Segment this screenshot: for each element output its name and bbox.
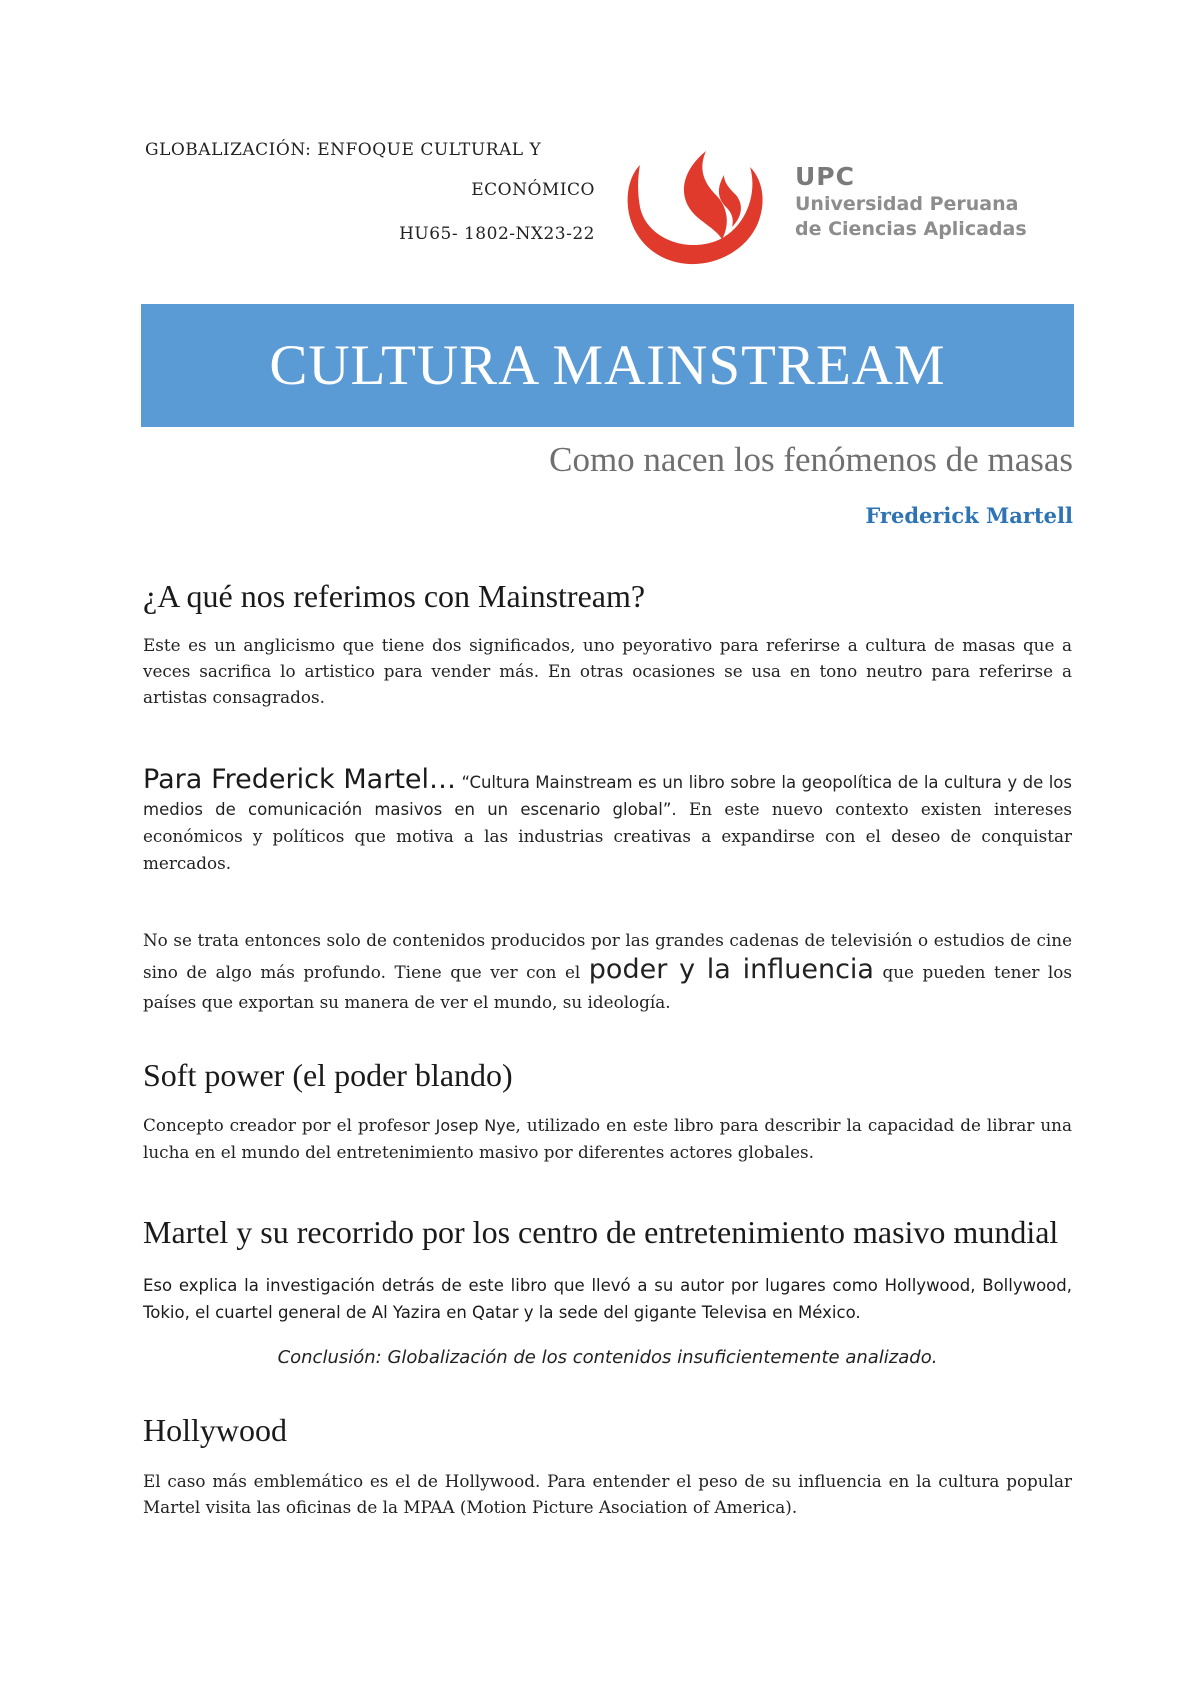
section-martel bbox=[143, 766, 1072, 877]
section-power bbox=[143, 925, 1072, 1017]
emphasis-text: poder y la influencia bbox=[588, 954, 874, 985]
upc-logo-icon bbox=[618, 145, 778, 270]
conclusion-text: Conclusión: Globalización de los contenidos insuficientemente analizado. bbox=[277, 1347, 938, 1368]
section-mainstream-body bbox=[143, 632, 1072, 710]
paragraph-start: No se trata entonces solo de contenidos producidos por las grandes cadenas de televisión o estudios de cine sino de algo más profundo. Tiene que ver con el bbox=[143, 930, 1072, 982]
section-soft-power bbox=[143, 1057, 1072, 1094]
paragraph-end: , utilizado en este libro para describir la capacidad de librar una lucha en el mundo del entretenimiento masivo por diferentes actores globales. bbox=[143, 1115, 1072, 1162]
title-banner bbox=[141, 304, 1074, 427]
section-heading: Soft power (el poder blando) bbox=[143, 1057, 513, 1093]
upc-logo-text bbox=[795, 162, 1027, 242]
section-heading: Hollywood bbox=[143, 1412, 287, 1448]
section-tour bbox=[143, 1214, 1072, 1251]
page-title: CULTURA MAINSTREAM bbox=[269, 334, 946, 397]
course-title-line2: ECONÓMICO bbox=[471, 180, 595, 200]
paragraph-rest: En este nuevo contexto existen intereses económicos y políticos que motiva a las industrias creativas a expandirse con el deseo de conquistar mercados. bbox=[143, 799, 1072, 873]
book-quote: “Cultura Mainstream es un libro sobre la geopolítica de la cultura y de los medios de comunicación masivos en un escenario global”. bbox=[143, 773, 1072, 819]
section-tour-body bbox=[143, 1272, 1072, 1326]
paragraph: El caso más emblemático es el de Hollywood. Para entender el peso de su influencia en la cultura popular Martel visita las oficinas de la MPAA (Motion Picture Asociation of America). bbox=[143, 1471, 1072, 1517]
section-hollywood bbox=[143, 1412, 1072, 1449]
paragraph-start: Concepto creador por el profesor bbox=[143, 1115, 436, 1135]
course-code: HU65- 1802-NX23-22 bbox=[399, 224, 595, 244]
logo-name-line1: Universidad Peruana bbox=[795, 193, 1019, 215]
paragraph-end: que pueden tener los países que exportan su manera de ver el mundo, su ideología. bbox=[143, 962, 1072, 1012]
paragraph bbox=[143, 1112, 1072, 1165]
lead-text: Para Frederick Martel… bbox=[143, 764, 457, 795]
paragraph bbox=[143, 925, 1072, 1017]
person-name: Josep Nye bbox=[435, 1116, 516, 1135]
paragraph: Este es un anglicismo que tiene dos significados, uno peyorativo para referirse a cultura de masas que a veces sacrifica lo artistico para vender más. En otras ocasiones se usa en tono neutro para referirse a artistas consagrados. bbox=[143, 635, 1072, 707]
course-title-line1: GLOBALIZACIÓN: ENFOQUE CULTURAL Y bbox=[145, 140, 542, 160]
author-name: Frederick Martell bbox=[865, 503, 1073, 528]
logo-name-line2: de Ciencias Aplicadas bbox=[795, 218, 1027, 240]
section-hollywood-body bbox=[143, 1468, 1072, 1520]
paragraph: Eso explica la investigación detrás de este libro que llevó a su autor por lugares como Hollywood, Bollywood, Tokio, el cuartel general de Al Yazira en Qatar y la sede del gigante Televisa en México. bbox=[143, 1276, 1072, 1322]
page-subtitle: Como nacen los fenómenos de masas bbox=[549, 440, 1073, 479]
paragraph bbox=[143, 766, 1072, 877]
section-soft-power-body bbox=[143, 1112, 1072, 1165]
logo-abbreviation: UPC bbox=[795, 162, 855, 191]
section-heading: Martel y su recorrido por los centro de entretenimiento masivo mundial bbox=[143, 1214, 1059, 1250]
section-heading: ¿A qué nos referimos con Mainstream? bbox=[143, 578, 646, 614]
section-mainstream bbox=[143, 578, 1072, 615]
